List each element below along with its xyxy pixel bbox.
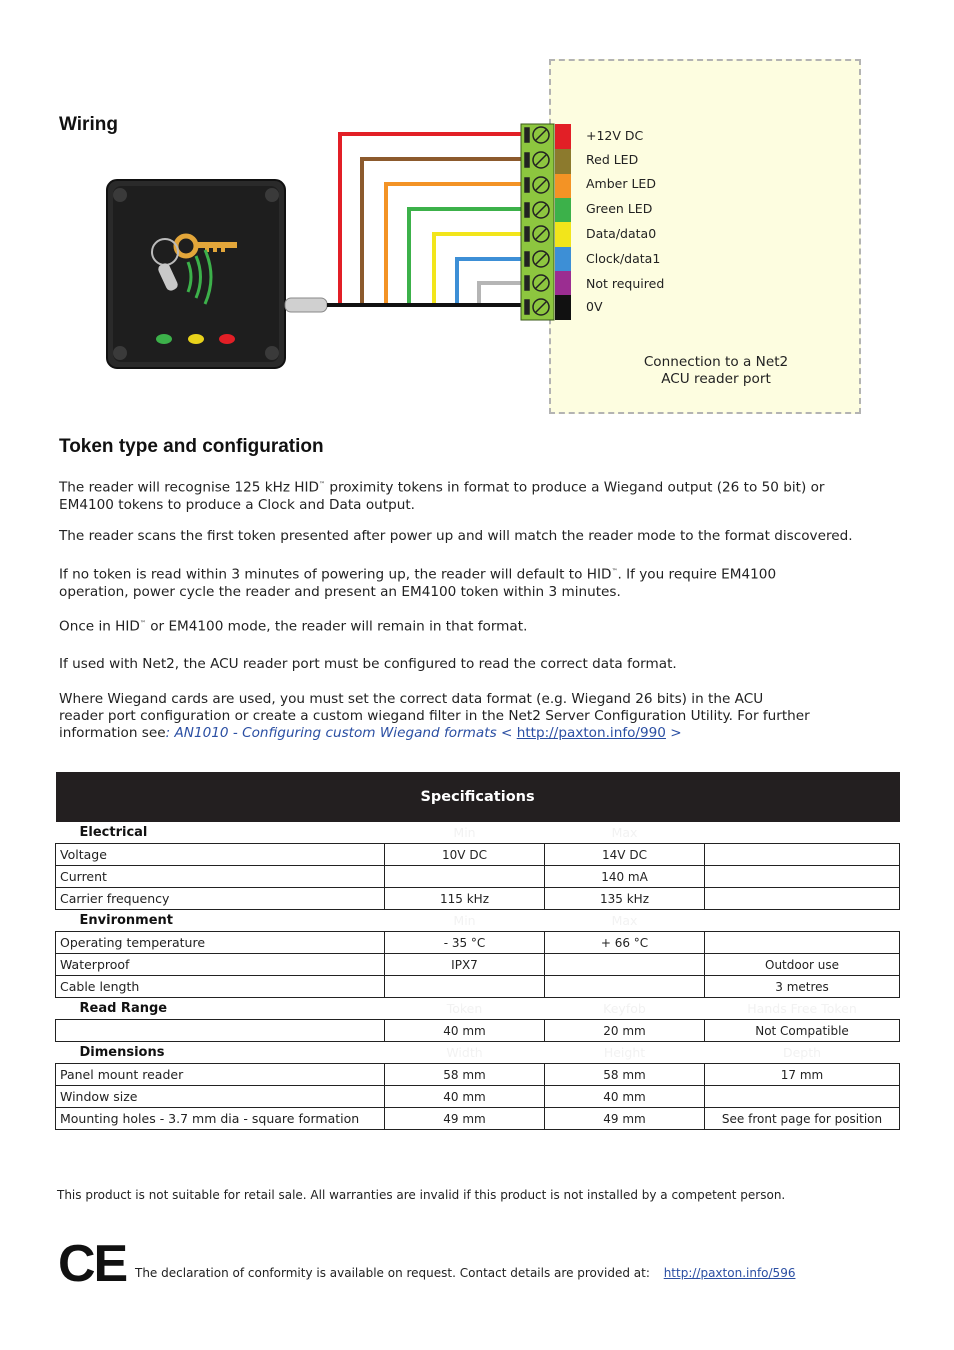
- specifications-table: [55, 772, 899, 1130]
- connection-caption: Connection to a Net2 ACU reader port: [643, 354, 789, 387]
- terminal-label: Green LED: [586, 201, 653, 216]
- paragraph: If used with Net2, the ACU reader port must be configured to read the correct data format.: [59, 656, 677, 672]
- red-led-icon: [219, 334, 235, 344]
- reader-body: [107, 180, 327, 368]
- section-header-electrical: Electrical Min Max: [56, 822, 900, 844]
- section-label: Electrical: [79, 825, 148, 840]
- table-row: 40 mm 20 mm Not Compatible: [56, 1020, 900, 1042]
- terminal-color-swatch: [555, 124, 571, 149]
- table-row: Waterproof IPX7 Outdoor use: [56, 954, 900, 976]
- table-row: Carrier frequency 115 kHz 135 kHz: [56, 888, 900, 910]
- spec-title: Specifications: [56, 772, 900, 822]
- terminal-label: Clock/data1: [586, 251, 661, 266]
- terminal-color-swatch: [555, 198, 571, 222]
- declaration: The declaration of conformity is available on request. Contact details are provided at: http://paxton.info/596: [135, 1266, 796, 1280]
- paragraph: The reader scans the first token presented after power up and will match the reader mode to the format discovered.: [59, 528, 853, 544]
- section-label: Dimensions: [79, 1045, 165, 1060]
- table-row: Cable length 3 metres: [56, 976, 900, 998]
- terminal-label: Not required: [586, 276, 665, 291]
- terminal-label: Red LED: [586, 152, 639, 167]
- terminal-color-swatch: [555, 222, 571, 247]
- table-row: Mounting holes - 3.7 mm dia - square formation 49 mm 49 mm See front page for position: [56, 1108, 900, 1130]
- green-led-icon: [156, 334, 172, 344]
- section-label: Environment: [79, 913, 173, 928]
- terminal-color-swatch: [555, 149, 571, 174]
- terminal-label: Data/data0: [586, 226, 657, 241]
- disclaimer: This product is not suitable for retail sale. All warranties are invalid if this product is not installed by a competent person.: [57, 1188, 786, 1202]
- table-row: Voltage 10V DC 14V DC: [56, 844, 900, 866]
- terminal-label: 0V: [586, 299, 603, 314]
- token-heading: Token type and configuration: [59, 436, 324, 457]
- terminal-color-swatch: [555, 174, 571, 198]
- paxton-596-link[interactable]: http://paxton.info/596: [663, 1266, 796, 1280]
- paragraph: Once in HID™ or EM4100 mode, the reader will remain in that format.: [59, 618, 528, 635]
- paragraph: If no token is read within 3 minutes of powering up, the reader will default to HID™. If you require EM4100 operation, power cycle the reader and present an EM4100 token within 3 minutes.: [59, 566, 777, 600]
- table-row: Panel mount reader 58 mm 58 mm 17 mm: [56, 1064, 900, 1086]
- terminal-color-swatch: [555, 247, 571, 271]
- paragraph: The reader will recognise 125 kHz HID™ proximity tokens in format to produce a Wiegand output (26 to 50 bit) or EM4100 tokens to produce a Clock and Data output.: [59, 479, 825, 513]
- section-header-environment: Environment Min Max: [56, 910, 900, 932]
- ce-mark-icon: CE: [58, 1235, 127, 1293]
- section-header-dimensions: Dimensions Width Height Depth: [56, 1042, 900, 1064]
- paragraph: Where Wiegand cards are used, you must set the correct data format (e.g. Wiegand 26 bits) in the ACU reader port configuration or create a custom wiegand filter in the Net2 Server Configuration Utility. For further information see: AN1010 - Configuring custom Wiegand formats < http://paxton.info/990 >: [59, 691, 810, 741]
- amber-led-icon: [188, 334, 204, 344]
- terminal-color-swatch: [555, 271, 571, 295]
- table-row: Operating temperature - 35 °C + 66 °C: [56, 932, 900, 954]
- section-header-read-range: Read Range Token Keyfob Hands Free Token: [56, 998, 900, 1020]
- terminal-color-swatch: [555, 295, 571, 320]
- terminal-label: +12V DC: [586, 128, 644, 143]
- section-label: Read Range: [79, 1001, 168, 1016]
- terminal-label: Amber LED: [586, 176, 656, 191]
- wiring-heading: Wiring: [59, 114, 118, 135]
- table-row: Current 140 mA: [56, 866, 900, 888]
- paxton-990-link[interactable]: http://paxton.info/990: [516, 725, 666, 741]
- terminal-block: [521, 124, 571, 320]
- wires: [327, 134, 522, 305]
- app-note-link[interactable]: : AN1010 - Configuring custom Wiegand formats: [165, 725, 497, 741]
- table-row: Window size 40 mm 40 mm: [56, 1086, 900, 1108]
